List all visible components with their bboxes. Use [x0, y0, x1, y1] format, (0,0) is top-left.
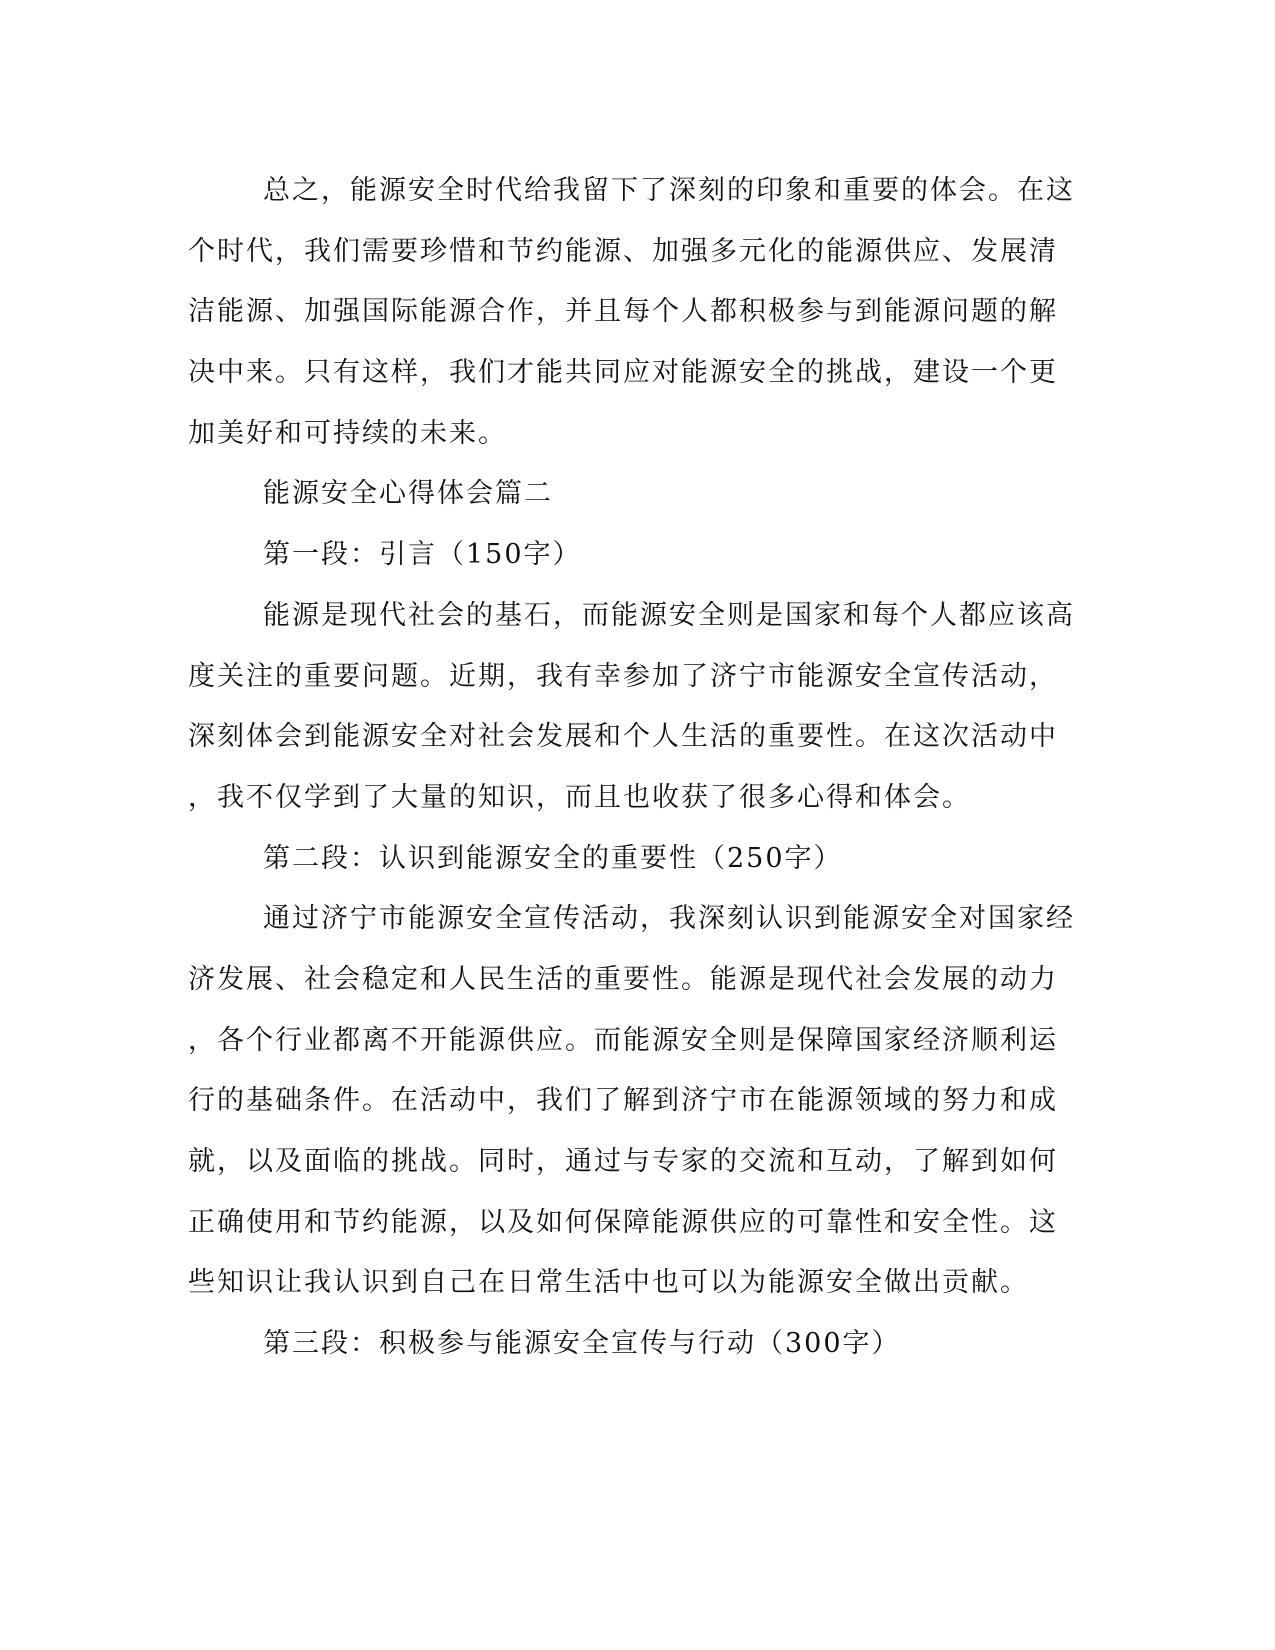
text-line: 度关注的重要问题。近期，我有幸参加了济宁市能源安全宣传活动，: [188, 660, 1058, 692]
text-line: 总之，能源安全时代给我留下了深刻的印象和重要的体会。在这: [263, 175, 1075, 206]
paragraph-heading: 第二段：认识到能源安全的重要性（250字）: [263, 842, 843, 874]
document-body: [188, 161, 1075, 1375]
text-line: 通过济宁市能源安全宣传活动，我深刻认识到能源安全对国家经: [263, 903, 1075, 935]
text-line: 个时代，我们需要珍惜和节约能源、加强多元化的能源供应、发展清: [188, 235, 1058, 267]
text-line: 行的基础条件。在活动中，我们了解到济宁市在能源领域的努力和成: [188, 1085, 1058, 1117]
paragraph-heading: 第一段：引言（150字）: [263, 539, 582, 571]
text-line: 济发展、社会稳定和人民生活的重要性。能源是现代社会发展的动力: [188, 963, 1058, 995]
text-line: 深刻体会到能源安全对社会发展和个人生活的重要性。在这次活动中: [188, 721, 1058, 753]
text-line: 正确使用和节约能源，以及如何保障能源供应的可靠性和安全性。这: [188, 1206, 1058, 1238]
text-line: 决中来。只有这样，我们才能共同应对能源安全的挑战，建设一个更: [188, 357, 1058, 389]
paragraph-heading: 第三段：积极参与能源安全宣传与行动（300字）: [263, 1328, 901, 1360]
text-line: 些知识让我认识到自己在日常生活中也可以为能源安全做出贡献。: [188, 1267, 1029, 1299]
section-title: 能源安全心得体会篇二: [263, 478, 553, 510]
text-line: ，各个行业都离不开能源供应。而能源安全则是保障国家经济顺利运: [188, 1024, 1058, 1056]
text-line: 洁能源、加强国际能源合作，并且每个人都积极参与到能源问题的解: [188, 296, 1058, 328]
text-line: 就，以及面临的挑战。同时，通过与专家的交流和互动，了解到如何: [188, 1146, 1058, 1177]
text-line: ，我不仅学到了大量的知识，而且也收获了很多心得和体会。: [188, 781, 971, 813]
text-line: 能源是现代社会的基石，而能源安全则是国家和每个人都应该高: [263, 599, 1075, 631]
text-line: 加美好和可持续的未来。: [188, 417, 507, 449]
